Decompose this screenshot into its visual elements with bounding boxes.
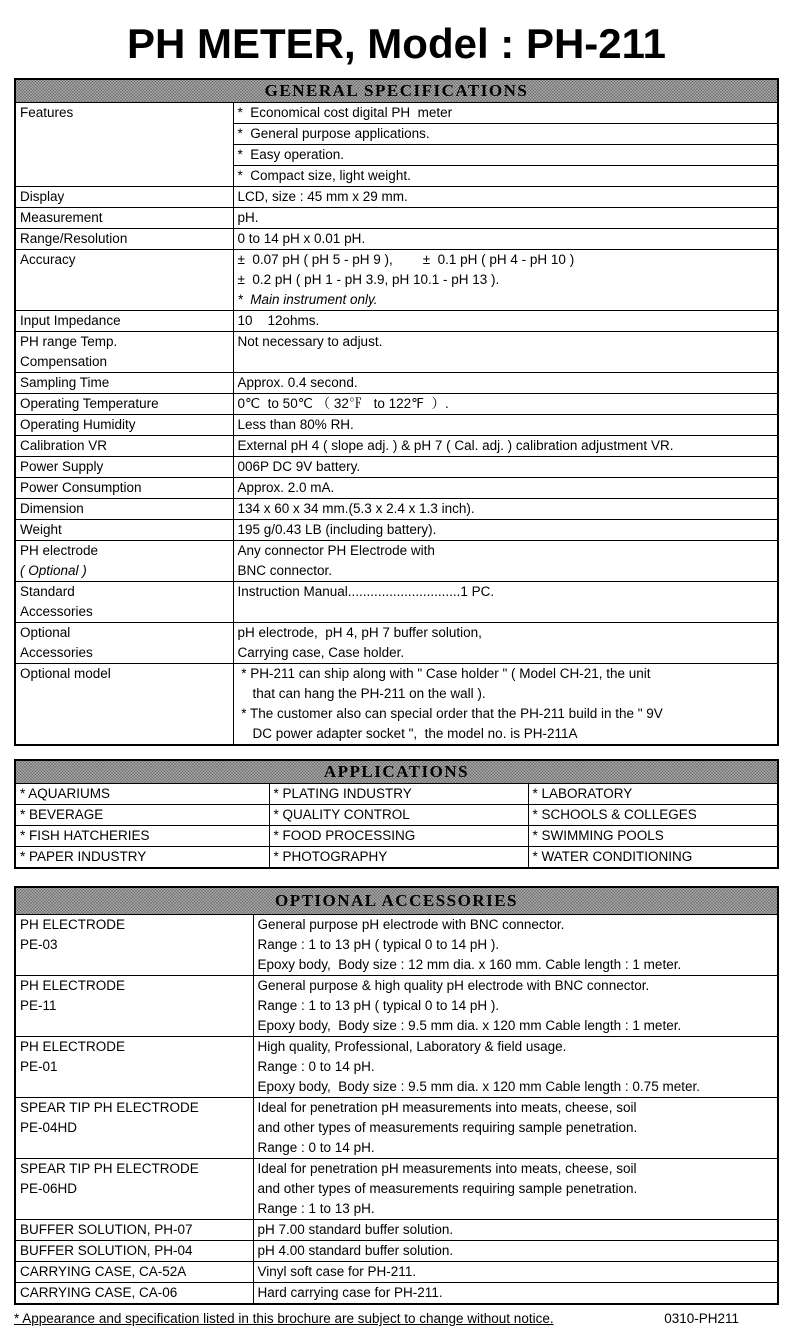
spec-value-cell: [233, 373, 778, 394]
table-row: [15, 847, 778, 869]
text-line: Power Supply: [20, 459, 104, 474]
table-row: [15, 623, 778, 664]
text-line: * The customer also can special order that the PH-211 build in the " 9V: [237, 706, 663, 721]
table-row: [15, 187, 778, 208]
table-row: [15, 103, 778, 124]
text-line: Display: [20, 189, 65, 204]
spec-label-cell: [15, 394, 233, 415]
application-cell: * BEVERAGE: [15, 805, 269, 826]
spec-value-cell: [233, 187, 778, 208]
table-row: [15, 664, 778, 746]
text-line: Accessories: [20, 604, 93, 619]
spec-label-cell: [15, 478, 233, 499]
text-line: Accuracy: [20, 252, 76, 267]
table-row: [15, 311, 778, 332]
application-cell: * QUALITY CONTROL: [269, 805, 528, 826]
text-line: Any connector PH Electrode with: [237, 543, 435, 558]
accessory-value-cell: [253, 1241, 778, 1262]
text-line: Ideal for penetration pH measurements into meats, cheese, soil: [257, 1161, 637, 1176]
text-line: Input Impedance: [20, 313, 121, 328]
spec-label-cell: [15, 208, 233, 229]
text-line: Range : 0 to 14 pH.: [257, 1059, 375, 1074]
text-line: SPEAR TIP PH ELECTRODE: [20, 1100, 199, 1115]
table-row: [15, 1262, 778, 1283]
text-line: * Economical cost digital PH meter: [237, 105, 453, 120]
general-specifications-body: [15, 79, 778, 745]
accessory-value-cell: [253, 1262, 778, 1283]
text-line: LCD, size : 45 mm x 29 mm.: [237, 189, 408, 204]
applications-header: APPLICATIONS: [15, 760, 778, 784]
application-cell: * WATER CONDITIONING: [528, 847, 778, 869]
text-line: Weight: [20, 522, 62, 537]
text-line: CARRYING CASE, CA-06: [20, 1285, 178, 1300]
text-line: Operating Temperature: [20, 396, 159, 411]
application-cell: * AQUARIUMS: [15, 784, 269, 805]
text-line: pH.: [237, 210, 259, 225]
spec-label-cell: [15, 664, 233, 746]
application-cell: * PAPER INDUSTRY: [15, 847, 269, 869]
accessory-value-cell: [253, 1159, 778, 1220]
table-row: [15, 805, 778, 826]
accessory-value-cell: [253, 1037, 778, 1098]
spec-value-cell: [233, 457, 778, 478]
spec-label-cell: [15, 229, 233, 250]
table-row: [15, 915, 778, 976]
table-header-row: [15, 760, 778, 784]
text-line: Range : 1 to 13 pH.: [257, 1201, 375, 1216]
text-line: Compensation: [20, 354, 108, 369]
text-line: BNC connector.: [237, 563, 333, 578]
accessory-label-cell: [15, 1283, 253, 1305]
general-specifications-header: GENERAL SPECIFICATIONS: [15, 79, 778, 103]
optional-accessories-table: [14, 886, 779, 1305]
application-cell: * PLATING INDUSTRY: [269, 784, 528, 805]
footer-code: 0310-PH211: [664, 1311, 739, 1326]
general-specifications-table: [14, 78, 779, 746]
spec-value-cell: [233, 166, 778, 187]
table-row: [15, 541, 778, 582]
footer: [14, 1310, 779, 1328]
text-line: Epoxy body, Body size : 9.5 mm dia. x 120 mm Cable length : 0.75 meter.: [257, 1079, 700, 1094]
text-line: and other types of measurements requiring sample penetration.: [257, 1181, 638, 1196]
text-line: Epoxy body, Body size : 12 mm dia. x 160 mm. Cable length : 1 meter.: [257, 957, 682, 972]
text-line: 195 g/0.43 LB (including battery).: [237, 522, 437, 537]
application-cell: * PHOTOGRAPHY: [269, 847, 528, 869]
table-row: [15, 826, 778, 847]
text-line: pH 4.00 standard buffer solution.: [257, 1243, 454, 1258]
spec-label-cell: [15, 250, 233, 311]
spec-label-cell: [15, 457, 233, 478]
text-line: ± 0.2 pH ( pH 1 - pH 3.9, pH 10.1 - pH 13 ).: [237, 272, 500, 287]
text-line: 134 x 60 x 34 mm.(5.3 x 2.4 x 1.3 inch).: [237, 501, 475, 516]
spec-label-cell: [15, 311, 233, 332]
text-line: PE-04HD: [20, 1120, 78, 1135]
table-header-row: [15, 79, 778, 103]
spec-value-cell: [233, 478, 778, 499]
text-line: Power Consumption: [20, 480, 142, 495]
table-row: [15, 1241, 778, 1262]
text-line: General purpose & high quality pH electrode with BNC connector.: [257, 978, 650, 993]
page-title: PH METER, Model : PH-211: [126, 20, 667, 67]
table-row: [15, 373, 778, 394]
table-row: [15, 1220, 778, 1241]
text-line: Not necessary to adjust.: [237, 334, 383, 349]
table-row: [15, 436, 778, 457]
optional-accessories-body: [15, 887, 778, 1304]
text-line: Operating Humidity: [20, 417, 136, 432]
text-line: ( Optional ): [20, 563, 87, 578]
table-row: [15, 332, 778, 373]
accessory-label-cell: [15, 1241, 253, 1262]
accessory-label-cell: [15, 1037, 253, 1098]
text-line: Range/Resolution: [20, 231, 128, 246]
text-line: Less than 80% RH.: [237, 417, 354, 432]
spec-value-cell: [233, 145, 778, 166]
text-line: Dimension: [20, 501, 84, 516]
spec-label-cell: [15, 332, 233, 373]
application-cell: * SWIMMING POOLS: [528, 826, 778, 847]
accessory-label-cell: [15, 915, 253, 976]
text-line: PH ELECTRODE: [20, 978, 126, 993]
spec-value-cell: [233, 499, 778, 520]
text-line: and other types of measurements requiring sample penetration.: [257, 1120, 638, 1135]
table-row: [15, 478, 778, 499]
text-line: Ideal for penetration pH measurements into meats, cheese, soil: [257, 1100, 637, 1115]
spec-label-cell: [15, 436, 233, 457]
application-cell: * FOOD PROCESSING: [269, 826, 528, 847]
spec-value-cell: [233, 582, 778, 623]
accessory-label-cell: [15, 1262, 253, 1283]
table-row: [15, 784, 778, 805]
text-line: Optional: [20, 625, 71, 640]
spec-label-cell: [15, 541, 233, 582]
text-line: PH electrode: [20, 543, 99, 558]
table-header-row: [15, 887, 778, 915]
table-row: [15, 250, 778, 311]
spec-label-cell: [15, 103, 233, 187]
text-line: pH 7.00 standard buffer solution.: [257, 1222, 454, 1237]
text-line: General purpose pH electrode with BNC connector.: [257, 917, 565, 932]
text-line: 006P DC 9V battery.: [237, 459, 361, 474]
spec-value-cell: [233, 250, 778, 311]
text-line: Instruction Manual..............................1 PC.: [237, 584, 495, 599]
footer-note: * Appearance and specification listed in this brochure are subject to change without notice.: [14, 1311, 554, 1326]
text-line: Accessories: [20, 645, 93, 660]
text-line: Approx. 2.0 mA.: [237, 480, 335, 495]
table-row: [15, 415, 778, 436]
text-line: Range : 1 to 13 pH ( typical 0 to 14 pH ).: [257, 998, 500, 1013]
text-line: that can hang the PH-211 on the wall ).: [237, 686, 486, 701]
text-line: Approx. 0.4 second.: [237, 375, 358, 390]
text-line: Carrying case, Case holder.: [237, 645, 405, 660]
text-line: pH electrode, pH 4, pH 7 buffer solution,: [237, 625, 482, 640]
text-line: PH range Temp.: [20, 334, 118, 349]
text-line: Vinyl soft case for PH-211.: [257, 1264, 417, 1279]
table-row: [15, 520, 778, 541]
spec-value-cell: [233, 541, 778, 582]
accessory-label-cell: [15, 1220, 253, 1241]
text-line: Epoxy body, Body size : 9.5 mm dia. x 120 mm Cable length : 1 meter.: [257, 1018, 682, 1033]
accessory-value-cell: [253, 1283, 778, 1305]
spec-value-cell: [233, 311, 778, 332]
text-line: PE-11: [20, 998, 57, 1013]
application-cell: * SCHOOLS & COLLEGES: [528, 805, 778, 826]
text-line: PE-06HD: [20, 1181, 78, 1196]
text-line: Calibration VR: [20, 438, 108, 453]
accessory-value-cell: [253, 915, 778, 976]
text-line: Sampling Time: [20, 375, 110, 390]
text-line: Measurement: [20, 210, 103, 225]
text-line: Standard: [20, 584, 75, 599]
accessory-label-cell: [15, 976, 253, 1037]
accessory-value-cell: [253, 976, 778, 1037]
table-row: [15, 499, 778, 520]
text-line: * Easy operation.: [237, 147, 345, 162]
text-line: 0℃ to 50℃ （ 32℉ to 122℉ ）.: [237, 396, 449, 411]
spec-label-cell: [15, 373, 233, 394]
spec-value-cell: [233, 124, 778, 145]
text-line: DC power adapter socket ", the model no. is PH-211A: [237, 726, 578, 741]
table-row: [15, 976, 778, 1037]
text-line: PE-03: [20, 937, 58, 952]
spec-value-cell: [233, 520, 778, 541]
spec-value-cell: [233, 664, 778, 746]
text-line: High quality, Professional, Laboratory & field usage.: [257, 1039, 567, 1054]
text-line: PH ELECTRODE: [20, 917, 126, 932]
spec-value-cell: [233, 229, 778, 250]
text-line: Hard carrying case for PH-211.: [257, 1285, 443, 1300]
table-row: [15, 208, 778, 229]
spec-value-cell: [233, 394, 778, 415]
spec-label-cell: [15, 520, 233, 541]
spec-value-cell: [233, 415, 778, 436]
table-row: [15, 1037, 778, 1098]
text-line: SPEAR TIP PH ELECTRODE: [20, 1161, 199, 1176]
text-line: PH ELECTRODE: [20, 1039, 126, 1054]
text-line: * General purpose applications.: [237, 126, 430, 141]
application-cell: * FISH HATCHERIES: [15, 826, 269, 847]
table-row: [15, 582, 778, 623]
spec-value-cell: [233, 103, 778, 124]
applications-body: [15, 760, 778, 868]
table-row: [15, 394, 778, 415]
spec-label-cell: [15, 415, 233, 436]
text-line: Optional model: [20, 666, 111, 681]
text-line: BUFFER SOLUTION, PH-07: [20, 1222, 193, 1237]
optional-accessories-header: OPTIONAL ACCESSORIES: [15, 887, 778, 915]
text-line: PE-01: [20, 1059, 58, 1074]
accessory-label-cell: [15, 1098, 253, 1159]
text-line: BUFFER SOLUTION, PH-04: [20, 1243, 193, 1258]
accessory-value-cell: [253, 1220, 778, 1241]
text-line: 10 12ohms.: [237, 313, 320, 328]
spec-value-cell: [233, 332, 778, 373]
spec-label-cell: [15, 623, 233, 664]
spec-value-cell: [233, 208, 778, 229]
text-line: 0 to 14 pH x 0.01 pH.: [237, 231, 366, 246]
table-row: [15, 1098, 778, 1159]
text-line: * PH-211 can ship along with " Case holder " ( Model CH-21, the unit: [237, 666, 651, 681]
text-line: ± 0.07 pH ( pH 5 - pH 9 ), ± 0.1 pH ( pH 4 - pH 10 ): [237, 252, 575, 267]
accessory-value-cell: [253, 1098, 778, 1159]
text-line: External pH 4 ( slope adj. ) & pH 7 ( Cal. adj. ) calibration adjustment VR.: [237, 438, 674, 453]
spec-value-cell: [233, 436, 778, 457]
text-line: * Main instrument only.: [237, 292, 378, 307]
spec-label-cell: [15, 499, 233, 520]
text-line: Range : 0 to 14 pH.: [257, 1140, 375, 1155]
application-cell: * LABORATORY: [528, 784, 778, 805]
text-line: Features: [20, 105, 74, 120]
accessory-label-cell: [15, 1159, 253, 1220]
text-line: CARRYING CASE, CA-52A: [20, 1264, 187, 1279]
table-row: [15, 1283, 778, 1305]
spec-label-cell: [15, 582, 233, 623]
applications-table: [14, 759, 779, 869]
spec-label-cell: [15, 187, 233, 208]
table-row: [15, 229, 778, 250]
spec-value-cell: [233, 623, 778, 664]
table-row: [15, 1159, 778, 1220]
text-line: Range : 1 to 13 pH ( typical 0 to 14 pH ).: [257, 937, 500, 952]
text-line: * Compact size, light weight.: [237, 168, 411, 183]
table-row: [15, 457, 778, 478]
